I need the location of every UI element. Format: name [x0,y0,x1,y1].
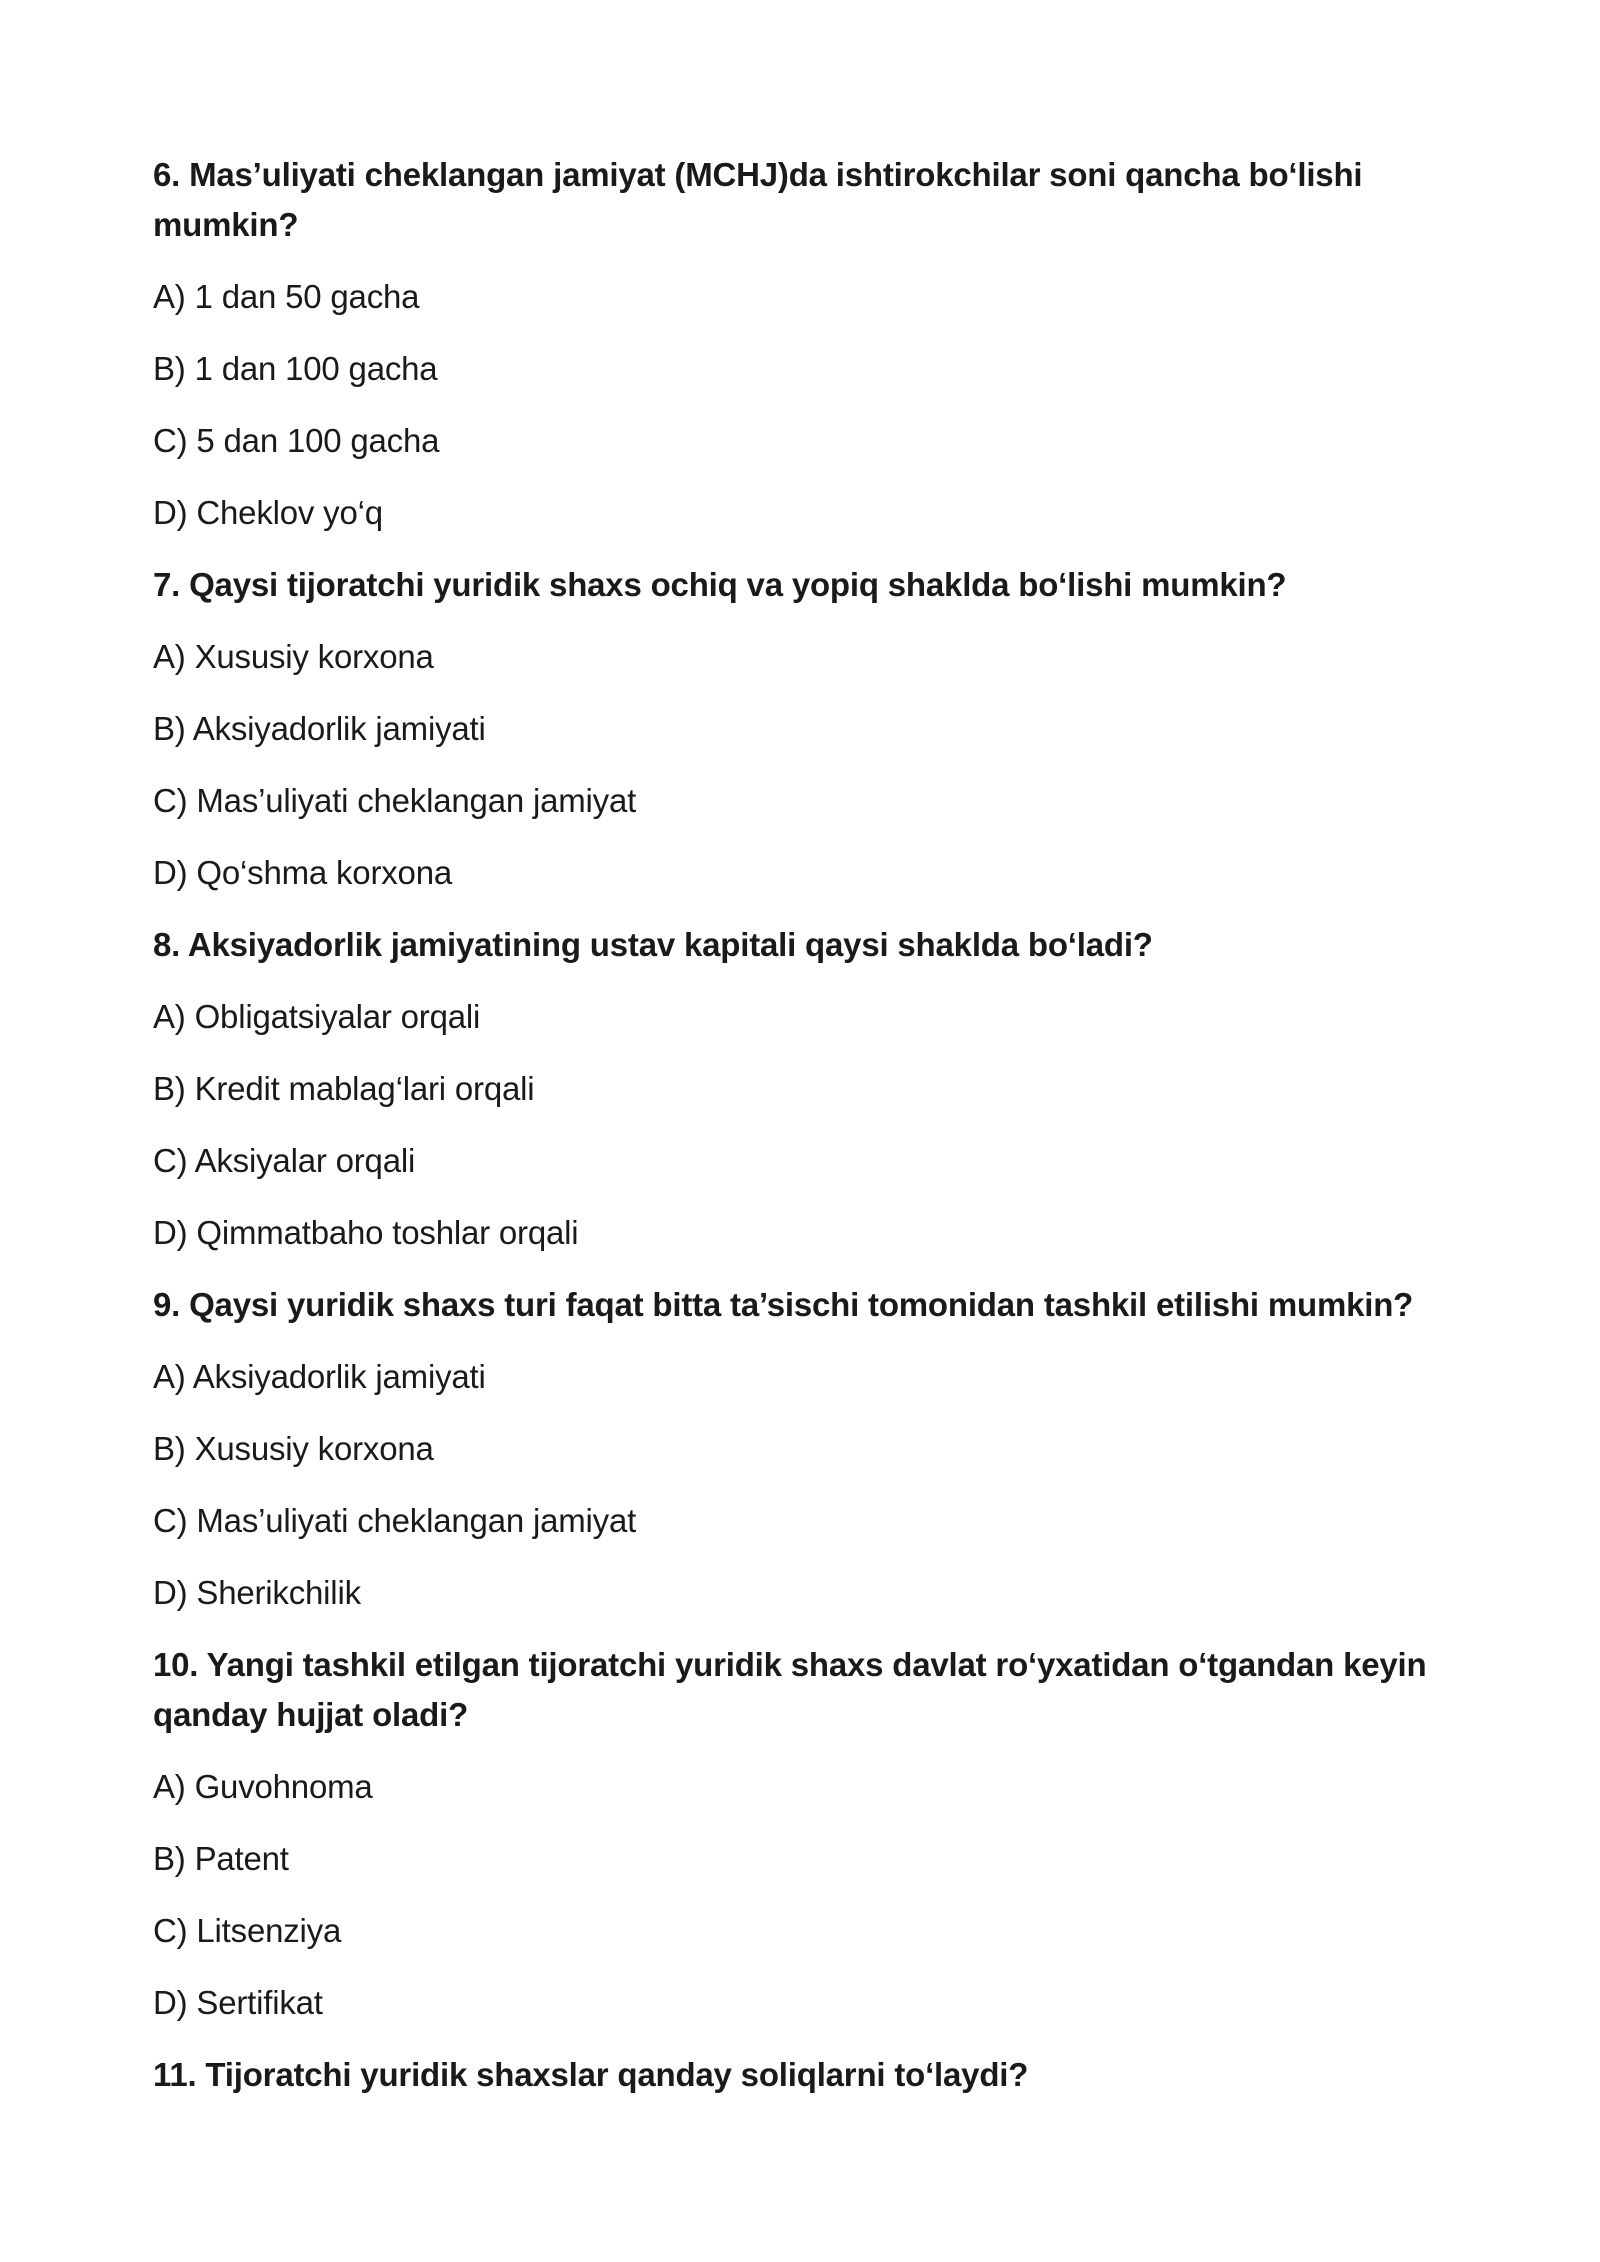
question-9-option-a: A) Aksiyadorlik jamiyati [153,1358,486,1395]
question-7-option-c: C) Mas’uliyati cheklangan jamiyat [153,782,637,819]
question-6-option-d: D) Cheklov yo‘q [153,494,383,531]
question-10-option-b: B) Patent [153,1840,289,1877]
question-8-option-b: B) Kredit mablag‘lari orqali [153,1070,535,1107]
question-6: 6. Mas’uliyati cheklangan jamiyat (MCHJ)da ishtirokchilar soni qancha bo‘lishi mumkin? [153,156,1363,243]
quiz-content [153,150,1453,2122]
question-10: 10. Yangi tashkil etilgan tijoratchi yuridik shaxs davlat ro‘yxatidan o‘tgandan keyin qanday hujjat oladi? [153,1646,1427,1733]
question-8: 8. Aksiyadorlik jamiyatining ustav kapitali qaysi shaklda bo‘ladi? [153,926,1153,963]
question-8-option-c: C) Aksiyalar orqali [153,1142,416,1179]
question-7-option-d: D) Qo‘shma korxona [153,854,453,891]
question-9-option-c: C) Mas’uliyati cheklangan jamiyat [153,1502,637,1539]
question-9: 9. Qaysi yuridik shaxs turi faqat bitta ta’sischi tomonidan tashkil etilishi mumkin? [153,1286,1414,1323]
question-8-option-a: A) Obligatsiyalar orqali [153,998,481,1035]
question-9-option-d: D) Sherikchilik [153,1574,361,1611]
question-7: 7. Qaysi tijoratchi yuridik shaxs ochiq va yopiq shaklda bo‘lishi mumkin? [153,566,1287,603]
question-10-option-d: D) Sertifikat [153,1984,323,2021]
question-6-option-a: A) 1 dan 50 gacha [153,278,420,315]
question-10-option-c: C) Litsenziya [153,1912,342,1949]
question-8-option-d: D) Qimmatbaho toshlar orqali [153,1214,579,1251]
question-7-option-a: A) Xususiy korxona [153,638,434,675]
question-9-option-b: B) Xususiy korxona [153,1430,434,1467]
question-10-option-a: A) Guvohnoma [153,1768,373,1805]
question-7-option-b: B) Aksiyadorlik jamiyati [153,710,486,747]
question-11: 11. Tijoratchi yuridik shaxslar qanday soliqlarni to‘laydi? [153,2056,1029,2093]
question-6-option-c: C) 5 dan 100 gacha [153,422,440,459]
question-6-option-b: B) 1 dan 100 gacha [153,350,438,387]
